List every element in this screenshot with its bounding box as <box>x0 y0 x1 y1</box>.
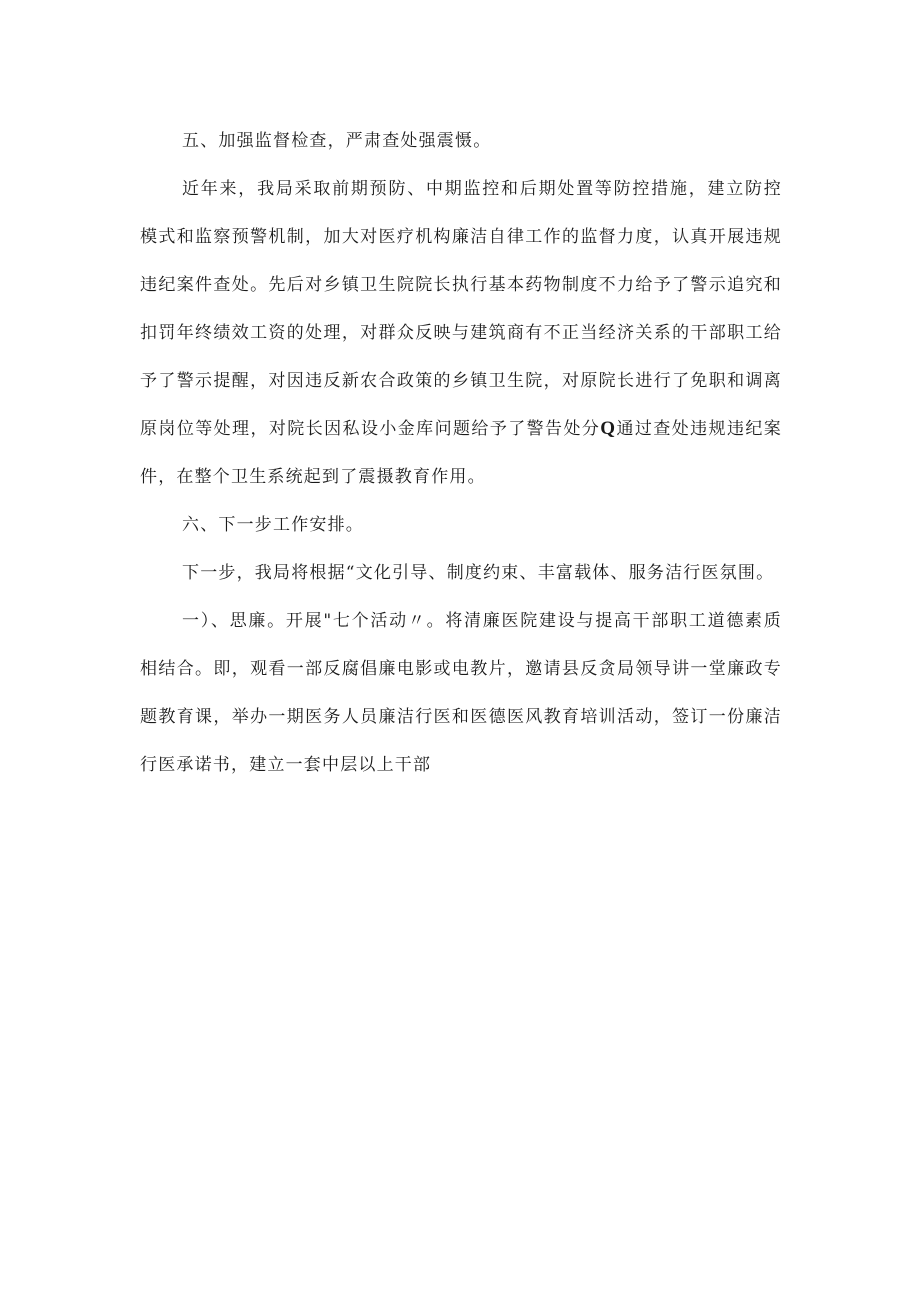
paragraph-supervision-text-before: 近年来，我局采取前期预防、中期监控和后期处置等防控措施，建立防控模式和监察预警机制，加大对医疗机构廉洁自律工作的监督力度，认真开展违规违纪案件查处。先后对乡镇卫生院院长执行基本药物制度不力给予了警示追究和扣罚年终绩效工资的处理，对群众反映与建筑商有不正当经济关系的干部职工给予了警示提醒，对因违反新农合政策的乡镇卫生院，对原院长进行了免职和调离原岗位等处理，对院长因私设小金库问题给予了警告处分 <box>140 179 782 439</box>
stray-q-mark: Q <box>600 418 617 439</box>
paragraph-item-one: 一）、思廉。开展"七个活动〃。将清廉医院建设与提高干部职工道德素质相结合。即，观看一部反腐倡廉电影或电教片，邀请县反贪局领导讲一堂廉政专题教育课，举办一期医务人员廉洁行医和医德医风教育培训活动，签订一份廉洁行医承诺书，建立一套中层以上干部 <box>140 611 782 775</box>
section-heading-five: 五、加强监督检查，严肃查处强震慑。 <box>182 131 492 151</box>
section-heading-six: 六、下一步工作安排。 <box>182 515 364 535</box>
paragraph-next-step: 下一步，我局将根据“文化引导、制度约束、丰富载体、服务洁行医氛围。 <box>182 563 775 583</box>
paragraph-supervision-text-after: 通过查处违规违纪案件，在整个卫生系统起到了震摄教育作用。 <box>140 419 782 487</box>
document-body <box>140 117 782 789</box>
paragraph-supervision <box>140 165 782 501</box>
